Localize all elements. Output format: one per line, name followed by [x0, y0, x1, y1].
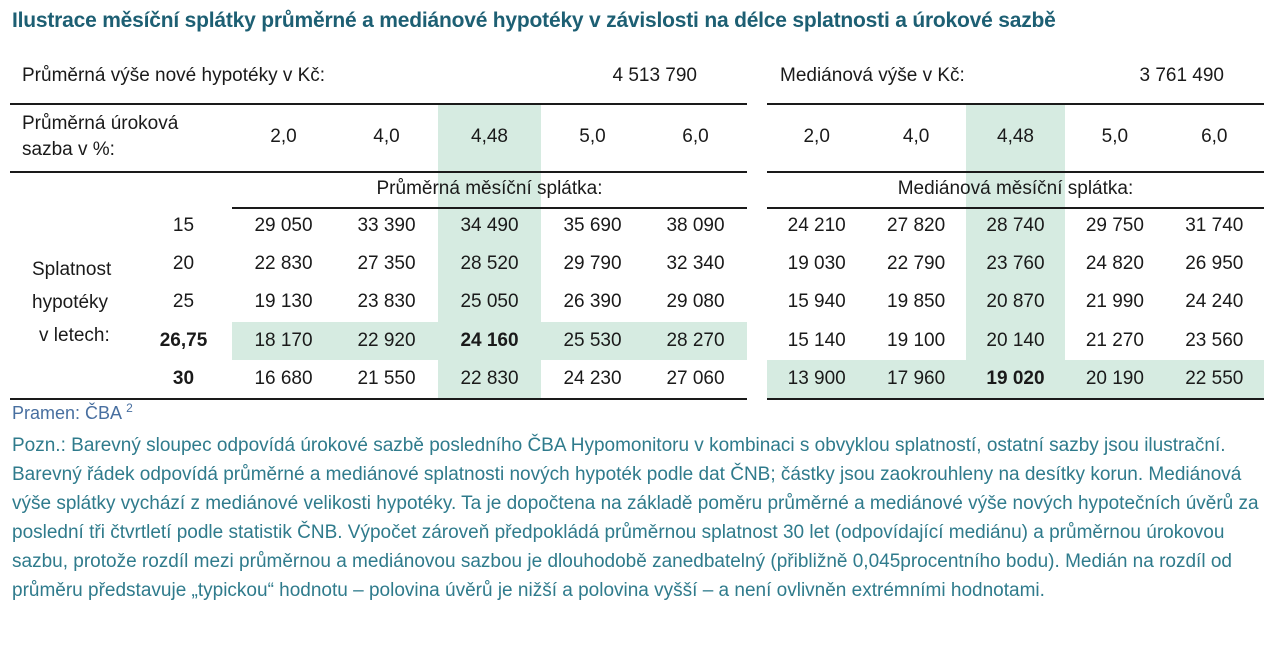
maturity-label	[10, 207, 135, 398]
rate-header-avg: 4,48	[471, 126, 508, 147]
rate-header-avg: 6,0	[682, 126, 709, 147]
maturity-label-line1: Splatnost	[32, 258, 112, 280]
interest-rate-label-line2: sazba v %:	[22, 139, 115, 160]
payment-cell-avg: 22 920	[357, 329, 416, 351]
median-mortgage-summary	[767, 65, 1264, 87]
payment-cell-avg: 23 830	[357, 291, 416, 313]
payment-cell-median: 24 820	[1085, 253, 1144, 275]
payment-cell-avg: 35 690	[563, 215, 622, 237]
table-rule	[10, 171, 747, 173]
payment-cell-avg: 26 390	[563, 291, 622, 313]
payment-cell-median: 19 100	[887, 329, 946, 351]
payment-cell-median: 29 750	[1085, 215, 1144, 237]
table-rule	[767, 103, 1264, 105]
payment-cell-avg: 22 830	[460, 367, 519, 389]
source-line	[12, 401, 133, 424]
payment-cell-avg: 29 080	[666, 291, 725, 313]
payment-cell-median: 24 240	[1185, 291, 1244, 313]
payment-cell-avg: 38 090	[666, 215, 725, 237]
table-rule	[767, 207, 1264, 209]
payment-cell-avg: 33 390	[357, 215, 416, 237]
payment-cell-avg: 18 170	[254, 329, 313, 351]
rate-header-median: 6,0	[1201, 126, 1228, 147]
avg-mortgage-value: 4 513 790	[612, 65, 697, 86]
table-rule	[10, 103, 747, 105]
payment-cell-median: 20 870	[986, 291, 1045, 313]
avg-payment-header: Průměrná měsíční splátka:	[376, 178, 603, 199]
payment-cell-avg: 24 160	[460, 329, 519, 351]
table-rule	[767, 171, 1264, 173]
payment-cell-median: 23 560	[1185, 329, 1244, 351]
interest-rate-label-line1: Průměrná úroková	[22, 113, 179, 134]
year-label: 20	[172, 253, 195, 275]
avg-mortgage-summary	[10, 65, 747, 87]
payment-cell-median: 23 760	[986, 253, 1045, 275]
page-title: Ilustrace měsíční splátky průměrné a mediánové hypotéky v závislosti na délce splatnosti a úrokové sazbě	[12, 9, 1056, 32]
rate-header-avg: 5,0	[579, 126, 606, 147]
maturity-label-line2: hypotéky	[32, 291, 109, 313]
payment-cell-avg: 29 790	[563, 253, 622, 275]
median-payment-header: Mediánová měsíční splátka:	[897, 178, 1134, 199]
median-mortgage-label: Mediánová výše v Kč:	[780, 65, 965, 86]
rate-header-median: 4,0	[902, 126, 930, 147]
payment-cell-median: 22 550	[1185, 367, 1244, 389]
payment-cell-median: 21 270	[1085, 329, 1144, 351]
payment-cell-avg: 29 050	[254, 215, 313, 237]
payment-cell-median: 20 140	[986, 329, 1045, 351]
payment-cell-avg: 21 550	[357, 367, 416, 389]
payment-cell-median: 21 990	[1085, 291, 1144, 313]
payment-cell-avg: 19 130	[254, 291, 313, 313]
year-label: 25	[172, 291, 195, 313]
payment-cell-median: 31 740	[1185, 215, 1244, 237]
payment-cell-median: 15 140	[787, 329, 846, 351]
payment-cell-median: 26 950	[1185, 253, 1244, 275]
summary-row	[10, 58, 1264, 94]
payment-cell-avg: 32 340	[666, 253, 725, 275]
note-text: Pozn.: Barevný sloupec odpovídá úrokové sazbě posledního ČBA Hypomonitoru v kombinaci s obvyklou splatností, ostatní sazby jsou ilustrační. Barevný řádek odpovídá průměrné a mediánové splatnosti nových hypoték podle dat ČNB; částky jsou zaokrouhleny na desítky korun. Mediánová výše splátky vychází z mediánové velikosti hypotéky. Ta je dopočtena na základě poměru průměrné a mediánové výše nových hypotečních úvěrů za poslední tři čtvrtletí podle statistik ČNB. Výpočet zároveň předpokládá průměrnou splatnost 30 let (odpovídající mediánu) a průměrnou úrokovou sazbu, protože rozdíl mezi průměrnou a mediánovou sazbou je dlouhodobě zanedbatelný (přibližně 0,045procentního bodu). Medián na rozdíl od průměru představuje „typickou“ hodnotu – polovina úvěrů je nižší a polovina vyšší – a není ovlivněn extrémními hodnotami.	[12, 435, 1259, 601]
year-label: 30	[172, 367, 195, 389]
rate-header-median: 5,0	[1101, 126, 1129, 147]
payment-cell-median: 20 190	[1085, 367, 1144, 389]
payment-cell-avg: 27 060	[666, 367, 725, 389]
payment-cell-median: 19 030	[787, 253, 846, 275]
payment-cell-median: 19 020	[986, 367, 1045, 389]
payment-cell-median: 27 820	[887, 215, 946, 237]
year-label: 26,75	[159, 329, 208, 351]
payment-cell-avg: 28 520	[460, 253, 519, 275]
payment-cell-avg: 24 230	[563, 367, 622, 389]
payment-cell-median: 13 900	[787, 367, 846, 389]
table-rule	[767, 398, 1264, 400]
payment-cell-avg: 25 530	[563, 329, 622, 351]
rate-header-avg: 2,0	[270, 126, 297, 147]
payment-cell-median: 24 210	[787, 215, 846, 237]
payment-cell-avg: 22 830	[254, 253, 313, 275]
payment-cell-avg: 27 350	[357, 253, 416, 275]
payment-cell-avg: 28 270	[666, 329, 725, 351]
table-grid	[10, 103, 1264, 400]
payment-cell-avg: 16 680	[254, 367, 313, 389]
mortgage-table	[10, 103, 1264, 400]
interest-rate-label	[10, 103, 232, 171]
year-label: 15	[172, 215, 195, 237]
table-rule	[10, 398, 747, 400]
avg-mortgage-label: Průměrná výše nové hypotéky v Kč:	[22, 65, 326, 86]
source-footnote-marker: 2	[126, 401, 133, 415]
payment-cell-median: 17 960	[887, 367, 946, 389]
source-label: Pramen: ČBA	[12, 403, 122, 423]
payment-cell-avg: 25 050	[460, 291, 519, 313]
rate-header-median: 2,0	[803, 126, 830, 147]
table-rule	[232, 207, 747, 209]
payment-cell-median: 15 940	[787, 291, 846, 313]
payment-cell-median: 28 740	[986, 215, 1045, 237]
maturity-label-line3: v letech:	[39, 324, 110, 346]
rate-header-avg: 4,0	[373, 126, 400, 147]
median-mortgage-value: 3 761 490	[1139, 65, 1224, 86]
payment-cell-median: 22 790	[887, 253, 946, 275]
payment-cell-median: 19 850	[887, 291, 946, 313]
payment-cell-avg: 34 490	[460, 215, 519, 237]
rate-header-median: 4,48	[997, 126, 1034, 147]
